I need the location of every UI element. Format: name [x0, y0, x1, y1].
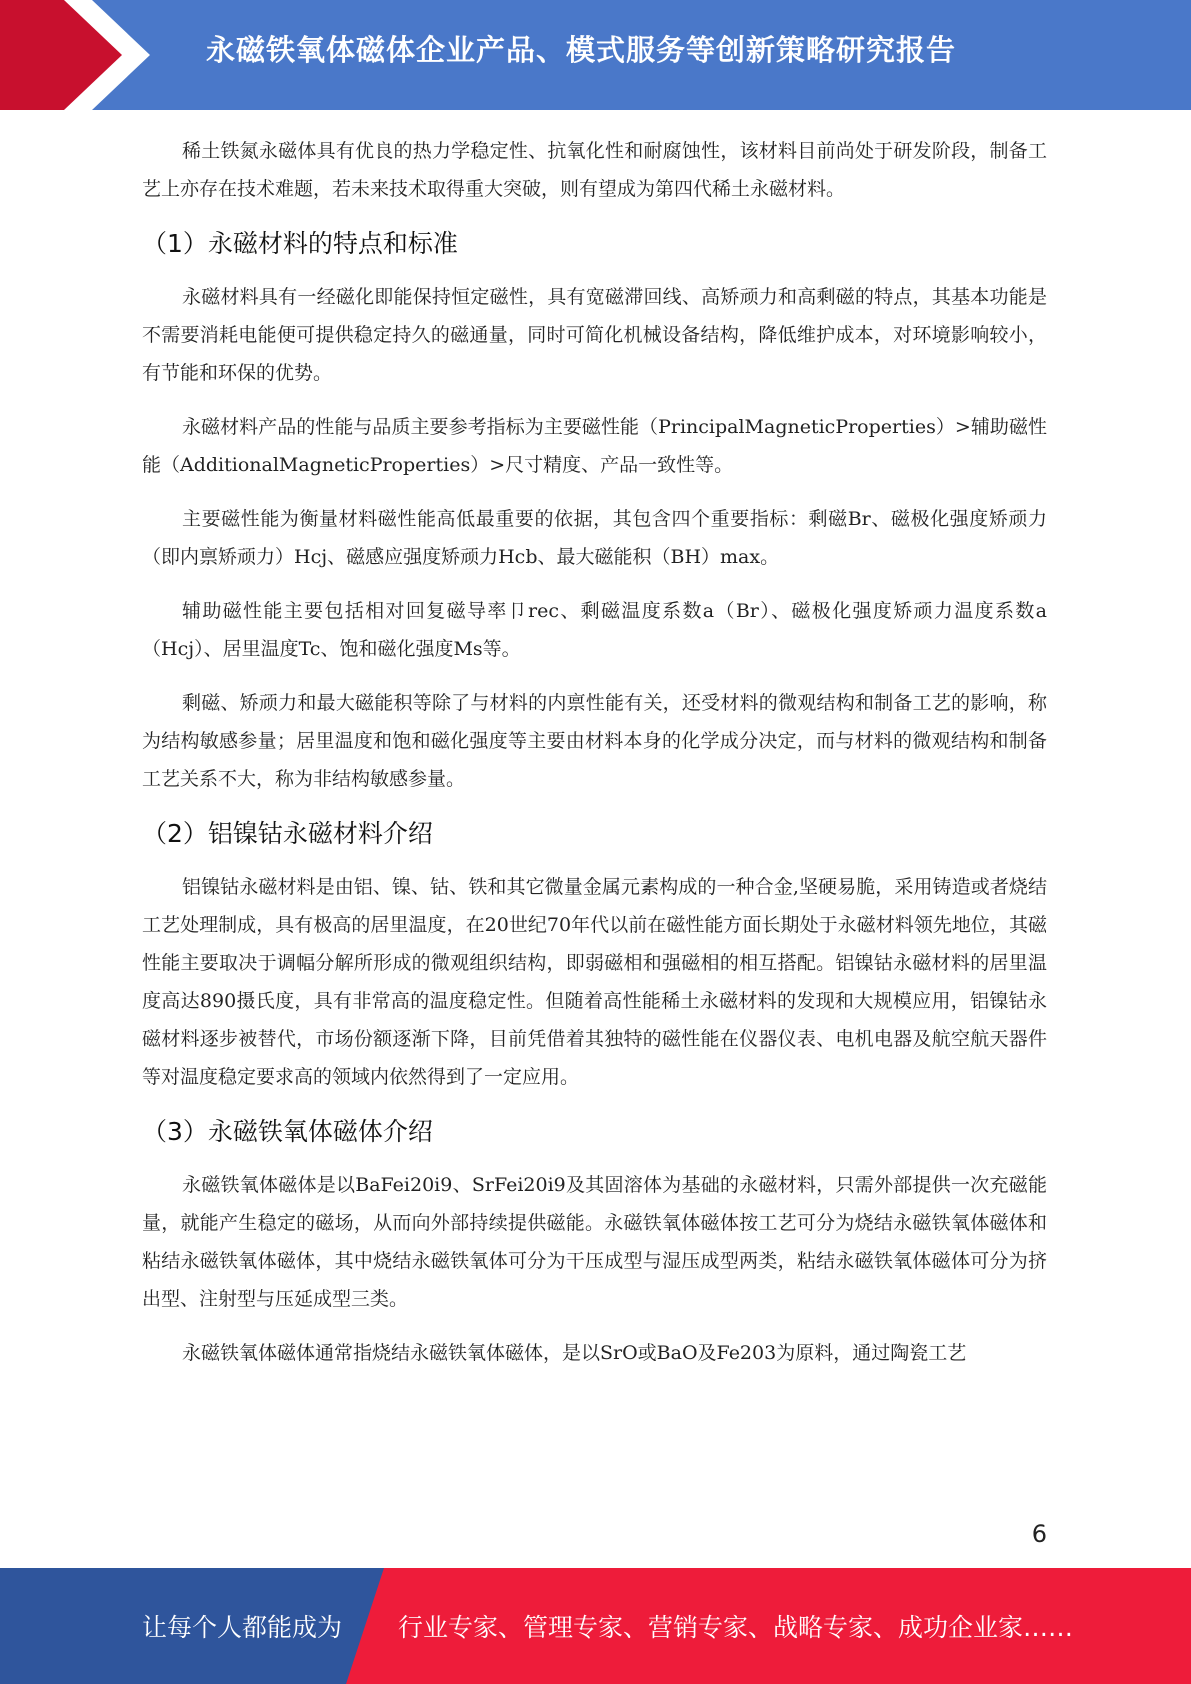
section1-paragraph-1: 永磁材料具有一经磁化即能保持恒定磁性，具有宽磁滞回线、高矫顽力和高剩磁的特点，其基本功能是不需要消耗电能便可提供稳定持久的磁通量，同时可简化机械设备结构，降低维护成本，对环境影响较小，有节能和环保的优势。: [142, 286, 1047, 384]
footer-slogan-left: 让每个人都能成为: [142, 1613, 343, 1642]
report-title: 永磁铁氧体磁体企业产品、模式服务等创新策略研究报告: [206, 33, 957, 67]
section1-paragraph-3: 主要磁性能为衡量材料磁性能高低最重要的依据，其包含四个重要指标：剩磁Br、磁极化强度矫顽力（即内禀矫顽力）Hcj、磁感应强度矫顽力Hcb、最大磁能积（BH）max。: [142, 508, 1047, 568]
page-header: [0, 0, 1191, 110]
section3-paragraph-2: 永磁铁氧体磁体通常指烧结永磁铁氧体磁体，是以SrO或BaO及Fe203为原料，通过陶瓷工艺: [182, 1342, 967, 1364]
intro-paragraph: 稀土铁氮永磁体具有优良的热力学稳定性、抗氧化性和耐腐蚀性，该材料目前尚处于研发阶段，制备工艺上亦存在技术难题，若未来技术取得重大突破，则有望成为第四代稀土永磁材料。: [142, 140, 1047, 200]
footer-slogan-right: 行业专家、管理专家、营销专家、战略专家、成功企业家……: [398, 1613, 1074, 1642]
page-content: [142, 132, 1047, 1388]
section1-paragraph-5: 剩磁、矫顽力和最大磁能积等除了与材料的内禀性能有关，还受材料的微观结构和制备工艺的影响，称为结构敏感参量；居里温度和饱和磁化强度等主要由材料本身的化学成分决定，而与材料的微观结构和制备工艺关系不大，称为非结构敏感参量。: [142, 692, 1047, 790]
page-footer: [0, 1568, 1191, 1684]
section-heading-1: （1）永磁材料的特点和标准: [142, 229, 458, 258]
section1-paragraph-2: 永磁材料产品的性能与品质主要参考指标为主要磁性能（PrincipalMagneticProperties）>辅助磁性能（AdditionalMagneticProperties）>尺寸精度、产品一致性等。: [142, 416, 1047, 476]
section-heading-3: （3）永磁铁氧体磁体介绍: [142, 1117, 433, 1146]
page-number: 6: [1031, 1520, 1047, 1548]
section-heading-2: （2）铝镍钴永磁材料介绍: [142, 819, 433, 848]
section1-paragraph-4: 辅助磁性能主要包括相对回复磁导率卩rec、剩磁温度系数a（Br）、磁极化强度矫顽力温度系数a（Hcj）、居里温度Tc、饱和磁化强度Ms等。: [142, 600, 1047, 660]
section3-paragraph-1: 永磁铁氧体磁体是以BaFei20i9、SrFei20i9及其固溶体为基础的永磁材料，只需外部提供一次充磁能量，就能产生稳定的磁场，从而向外部持续提供磁能。永磁铁氧体磁体按工艺可分为烧结永磁铁氧体磁体和粘结永磁铁氧体磁体，其中烧结永磁铁氧体可分为干压成型与湿压成型两类，粘结永磁铁氧体磁体可分为挤出型、注射型与压延成型三类。: [142, 1174, 1047, 1310]
section2-paragraph-1: 铝镍钴永磁材料是由铝、镍、钴、铁和其它微量金属元素构成的一种合金,坚硬易脆，采用铸造或者烧结工艺处理制成，具有极高的居里温度，在20世纪70年代以前在磁性能方面长期处于永磁材料领先地位，其磁性能主要取决于调幅分解所形成的微观组织结构，即弱磁相和强磁相的相互搭配。铝镍钴永磁材料的居里温度高达890摄氏度，具有非常高的温度稳定性。但随着高性能稀土永磁材料的发现和大规模应用，铝镍钴永磁材料逐步被替代，市场份额逐渐下降，目前凭借着其独特的磁性能在仪器仪表、电机电器及航空航天器件等对温度稳定要求高的领域内依然得到了一定应用。: [142, 876, 1047, 1088]
